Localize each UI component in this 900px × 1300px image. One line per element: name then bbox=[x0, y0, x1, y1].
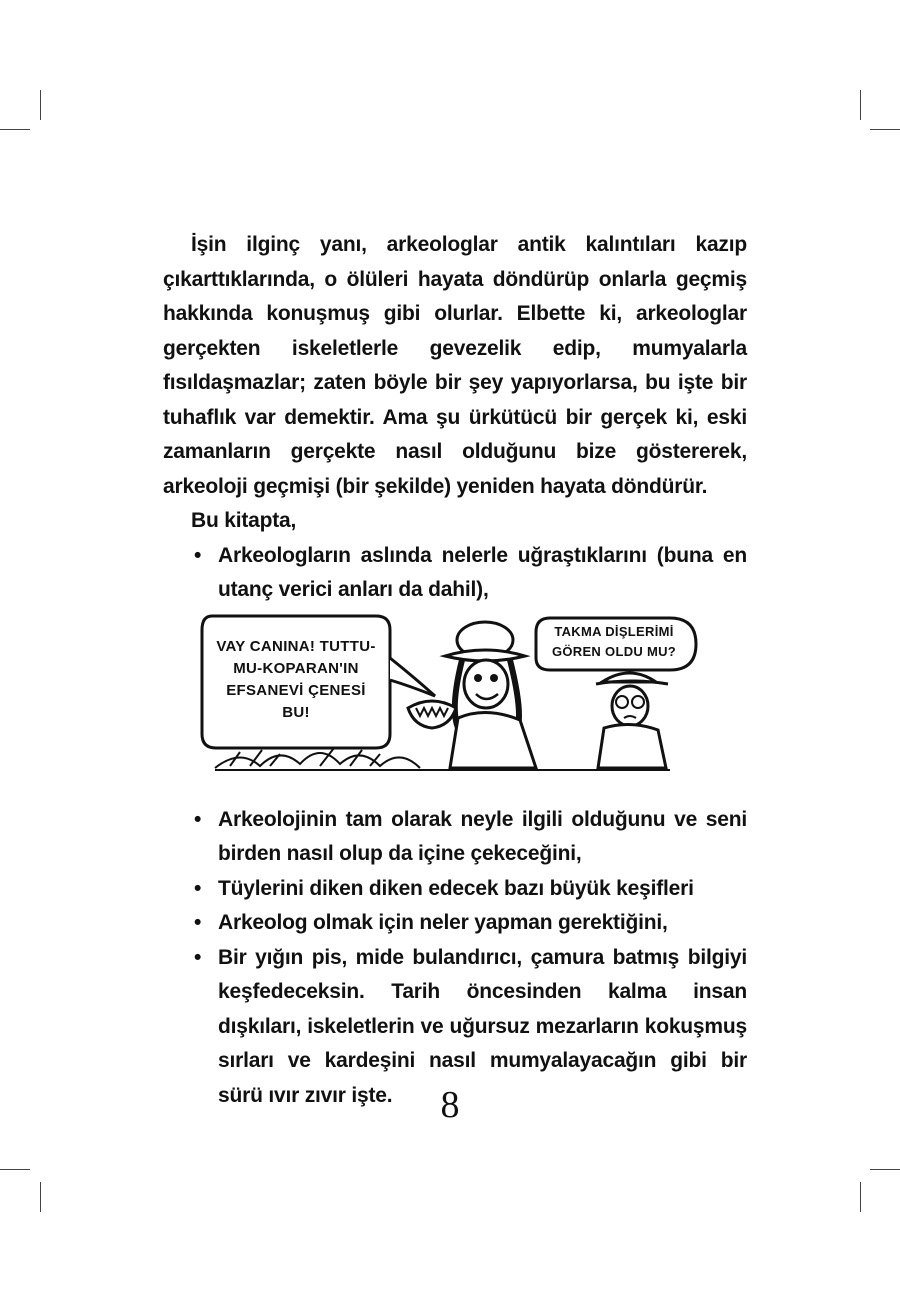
page-number: 8 bbox=[440, 1084, 460, 1126]
bullet-marker: • bbox=[194, 543, 202, 567]
list-item-text: Arkeolojinin tam olarak neyle ilgili olduğunu ve seni birden nasıl olup da içine çekeceğini, bbox=[218, 807, 747, 865]
bullet-marker: • bbox=[194, 911, 202, 934]
crop-mark bbox=[860, 1182, 861, 1212]
list-item bbox=[163, 539, 747, 608]
bubble-line: BU! bbox=[282, 704, 310, 721]
list-item-text: Arkeolog olmak için neler yapman gerektiğini, bbox=[218, 911, 668, 934]
crop-mark bbox=[860, 90, 861, 120]
bullet-marker: • bbox=[194, 945, 202, 969]
speech-bubble-tail bbox=[390, 658, 435, 696]
list-item bbox=[163, 872, 747, 907]
eye bbox=[474, 674, 482, 682]
list-item-text: Arkeologların aslında nelerle uğraştıklarını (buna en utanç verici anları da dahil), bbox=[218, 543, 747, 601]
crop-mark bbox=[870, 1169, 900, 1170]
crop-mark bbox=[40, 1182, 41, 1212]
list-item bbox=[163, 906, 747, 941]
woman-body bbox=[450, 712, 536, 768]
speech-bubble-left-text bbox=[208, 636, 384, 724]
man-body bbox=[598, 724, 666, 768]
fedora-hat bbox=[596, 673, 668, 684]
woman-face bbox=[464, 660, 508, 708]
jawbone bbox=[408, 701, 456, 728]
crop-mark bbox=[0, 1169, 30, 1170]
bubble-line: MU-KOPARAN'IN bbox=[233, 660, 359, 677]
bubble-line: TAKMA DİŞLERİMİ bbox=[554, 624, 674, 639]
bullet-marker: • bbox=[194, 876, 202, 900]
crop-mark bbox=[40, 90, 41, 120]
bubble-line: GÖREN OLDU MU? bbox=[551, 644, 677, 659]
crop-mark bbox=[870, 129, 900, 130]
speech-bubble-right-text bbox=[540, 622, 688, 662]
bubble-line: EFSANEVİ ÇENESİ bbox=[226, 682, 366, 699]
grass-lines bbox=[230, 748, 660, 766]
crop-mark bbox=[0, 129, 30, 130]
list-item-text: Bir yığın pis, mide bulandırıcı, çamura batmış bilgiyi keşfedeceksin. Tarih öncesinden kalma insan dışkıları, iskeletlerin ve uğursuz mezarların kokuşmuş sırları ve kardeşini nasıl mumyalayacağın gibi bir sürü ıvır zıvır işte. bbox=[218, 945, 747, 1107]
intro-paragraph: İşin ilginç yanı, arkeologlar antik kalıntıları kazıp çıkarttıklarında, o ölüleri hayata döndürüp onlarla geçmiş hakkında konuşmuş gibi olurlar. Elbette ki, arkeologlar gerçekten iskeletlerle gevezelik edip, mumyalarla fısıldaşmazlar; zaten böyle bir şey yapıyorlarsa, bu işte bir tuhaflık var demektir. Ama şu ürkütücü bir gerçek ki, eski zamanların gerçekte nasıl olduğunu bize göstererek, arkeoloji geçmişi (bir şekilde) yeniden hayata döndürür. bbox=[163, 233, 747, 498]
list-item bbox=[163, 803, 747, 872]
list-intro: Bu kitapta, bbox=[191, 509, 297, 532]
eye bbox=[490, 674, 498, 682]
cartoon-illustration bbox=[200, 608, 700, 776]
bubble-line: VAY CANINA! TUTTU- bbox=[216, 638, 376, 655]
bullet-marker: • bbox=[194, 807, 202, 831]
list-item-text: Tüylerini diken diken edecek bazı büyük keşifleri bbox=[218, 876, 694, 900]
